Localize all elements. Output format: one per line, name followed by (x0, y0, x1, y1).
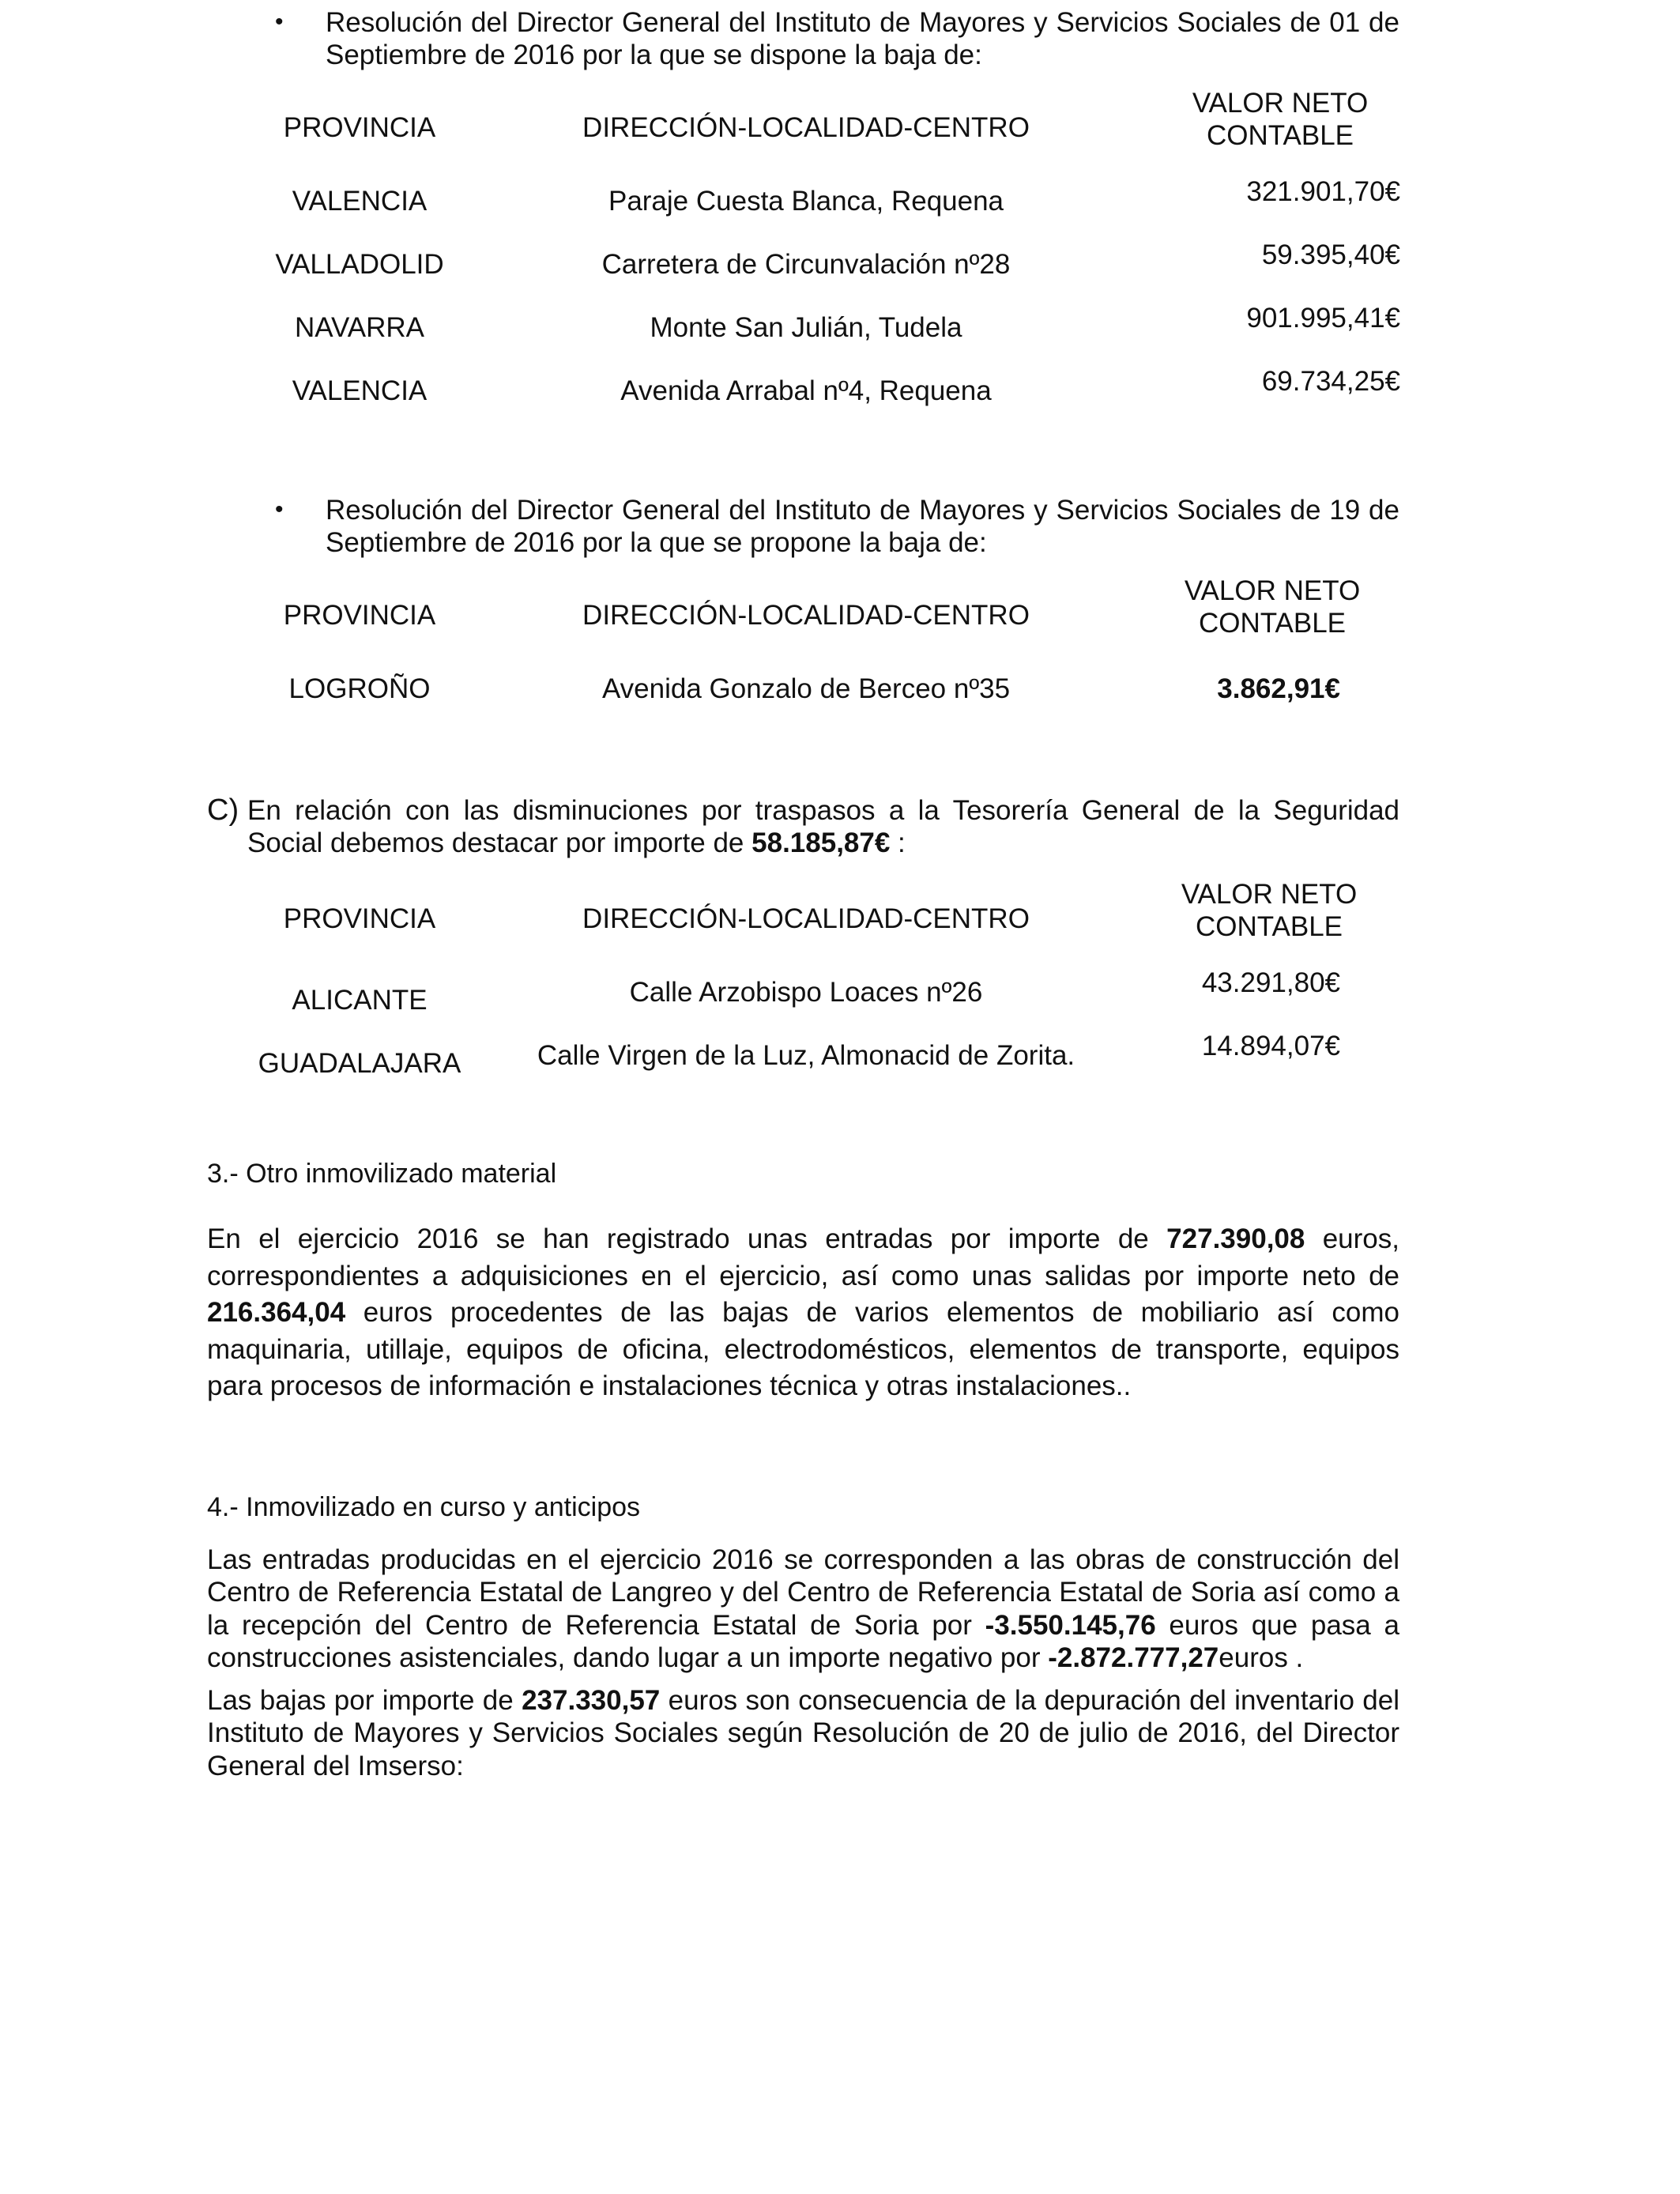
bullet-res1: • (275, 9, 284, 35)
section-4-paragraph-1 (207, 1544, 1399, 1674)
table1-row4-provincia: VALENCIA (292, 375, 428, 406)
table1-row4-direccion: Avenida Arrabal nº4, Requena (620, 375, 992, 406)
section-4-p1-text-1: Las entradas producidas en el ejercicio 2016 se corresponden a las obras de construcción del Centro de Referencia Estatal de Langreo y del Centro de Referencia Estatal de Soria así como a la recepción del Centro de Referencia Estatal de Soria por (207, 1544, 1399, 1641)
table3-row1-direccion: Calle Arzobispo Loaces nº26 (629, 977, 983, 1008)
section-c-text-after: : (890, 827, 906, 859)
table1-row1-valor: 321.901,70€ (1246, 176, 1400, 207)
table1-row1-direccion: Paraje Cuesta Blanca, Requena (608, 186, 1004, 217)
table3-row1-provincia: ALICANTE (292, 985, 428, 1016)
table1-row2-direccion: Carretera de Circunvalación nº28 (601, 249, 1011, 280)
table1-header-direccion: DIRECCIÓN-LOCALIDAD-CENTRO (582, 112, 1030, 143)
table1-row3-direccion: Monte San Julián, Tudela (650, 312, 962, 343)
table2-row1-valor: 3.862,91€ (1217, 673, 1340, 704)
table1-row4-valor: 69.734,25€ (1261, 366, 1400, 397)
table3-row1-valor: 43.291,80€ (1201, 967, 1340, 998)
table1-row3-valor: 901.995,41€ (1246, 303, 1400, 334)
section-c-text (247, 794, 1399, 860)
table1-row2-valor: 59.395,40€ (1261, 239, 1400, 270)
section-4-p1-amount-1: -3.550.145,76 (985, 1609, 1156, 1641)
table1-header-provincia: PROVINCIA (283, 112, 436, 143)
resolution-2-text: Resolución del Director General del Instituto de Mayores y Servicios Sociales de 19 de Septiembre de 2016 por la que se propone la baja de: (326, 495, 1399, 559)
table3-header-valor (1135, 878, 1403, 944)
table2-header-provincia: PROVINCIA (283, 600, 436, 631)
section-4-p2-amount-1: 237.330,57 (522, 1685, 661, 1716)
bullet-res2: • (275, 496, 284, 522)
table3-row2-direccion: Calle Virgen de la Luz, Almonacid de Zorita. (537, 1040, 1075, 1071)
section-c-text-before: En relación con las disminuciones por traspasos a la Tesorería General de la Seguridad Social debemos destacar por importe de (247, 795, 1399, 859)
section-4-p1-amount-2: -2.872.777,27 (1048, 1642, 1219, 1673)
table3-header-provincia: PROVINCIA (283, 903, 436, 934)
section-3-text-3: euros procedentes de las bajas de varios elementos de mobiliario así como maquinaria, utillaje, equipos de oficina, electrodomésticos, elementos de transporte, equipos para procesos de información e instalaciones técnica y otras instalaciones.. (207, 1297, 1399, 1402)
table2-row1-direccion: Avenida Gonzalo de Berceo nº35 (601, 673, 1011, 704)
section-4-p2-text-2: euros son consecuencia de la depuración del inventario del Instituto de Mayores y Servicios Sociales según Resolución de 20 de julio de 2016, del Director General del Imserso: (207, 1685, 1399, 1781)
table2-header-valor (1138, 575, 1407, 640)
table3-header-valor-line1: VALOR NETO (1181, 879, 1358, 910)
table1-row2-provincia: VALLADOLID (275, 249, 444, 280)
section-3-text-2: euros, correspondientes a adquisiciones en el ejercicio, así como unas salidas por importe neto de (207, 1223, 1399, 1291)
table1-row1-provincia: VALENCIA (292, 186, 428, 217)
table3-row2-provincia: GUADALAJARA (258, 1048, 461, 1079)
section-4-paragraph-2 (207, 1684, 1399, 1782)
section-4-title: 4.- Inmovilizado en curso y anticipos (207, 1492, 641, 1522)
table1-header-valor (1146, 87, 1414, 153)
section-3-title: 3.- Otro inmovilizado material (207, 1159, 557, 1189)
table1-row3-provincia: NAVARRA (294, 312, 424, 343)
section-c-amount: 58.185,87€ (751, 827, 891, 859)
section-3-text-1: En el ejercicio 2016 se han registrado unas entradas por importe de (207, 1223, 1149, 1254)
table3-header-valor-line2: CONTABLE (1195, 911, 1343, 943)
table2-row1-provincia: LOGROÑO (288, 673, 431, 704)
section-c-label: C) (207, 794, 239, 827)
section-4-p2-text-1: Las bajas por importe de (207, 1685, 522, 1716)
table2-header-valor-line1: VALOR NETO (1184, 575, 1361, 606)
table3-row2-valor: 14.894,07€ (1201, 1031, 1340, 1061)
table2-header-direccion: DIRECCIÓN-LOCALIDAD-CENTRO (582, 600, 1030, 631)
section-4-p1-text-2: euros que pasa a construcciones asistenciales, dando lugar a un importe negativo por (207, 1609, 1399, 1673)
table1-header-valor-line2: CONTABLE (1206, 120, 1354, 152)
table3-header-direccion: DIRECCIÓN-LOCALIDAD-CENTRO (582, 903, 1030, 934)
table1-header-valor-line1: VALOR NETO (1192, 88, 1369, 119)
section-3-paragraph (207, 1221, 1399, 1405)
section-3-amount-2: 216.364,04 (207, 1297, 346, 1329)
section-3-amount-1: 727.390,08 (1166, 1223, 1305, 1254)
table2-header-valor-line2: CONTABLE (1198, 608, 1347, 639)
section-4-p1-text-3: euros . (1219, 1642, 1304, 1673)
resolution-1-text: Resolución del Director General del Instituto de Mayores y Servicios Sociales de 01 de Septiembre de 2016 por la que se dispone la baja de: (326, 7, 1399, 71)
